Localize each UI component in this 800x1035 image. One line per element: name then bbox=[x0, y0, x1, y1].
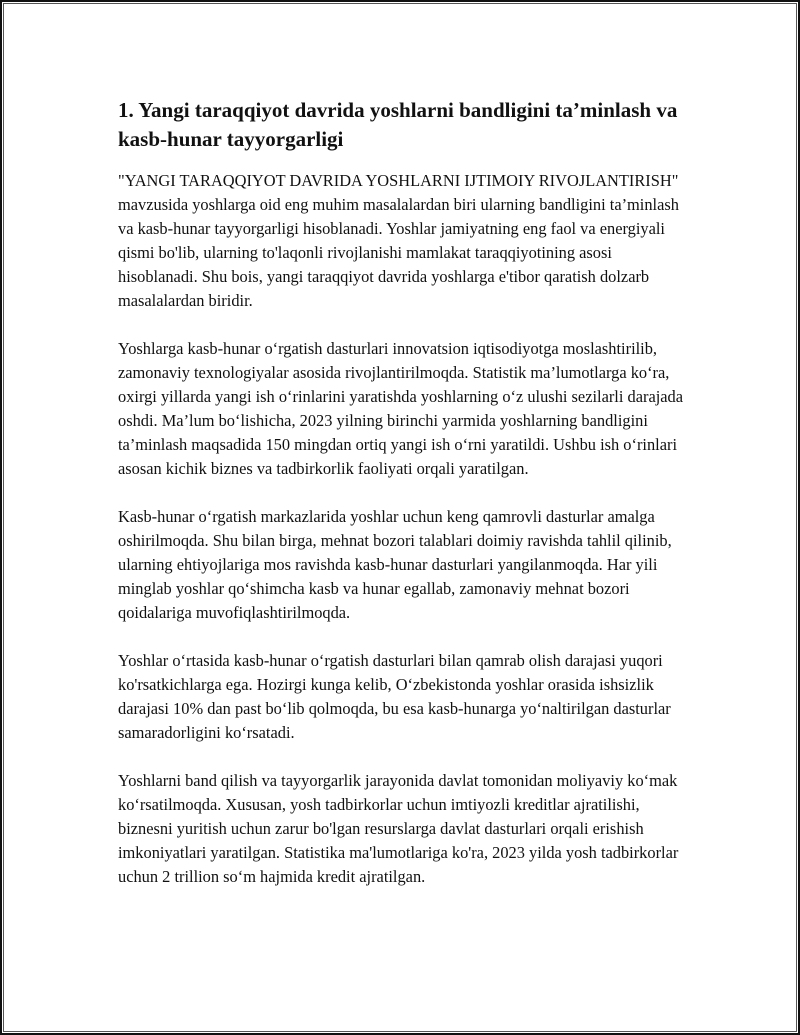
paragraph: Kasb-hunar o‘rgatish markazlarida yoshlar uchun keng qamrovli dasturlar amalga oshirilmoqda. Shu bilan birga, mehnat bozori talablari doimiy ravishda tahlil qilinib, ularning ehtiyojlariga mos ravishda kasb-hunar dasturlari yangilanmoqda. Har yili minglab yoshlar qo‘shimcha kasb va hunar egallab, zamonaviy mehnat bozori qoidalariga muvofiqlashtirilmoqda. bbox=[118, 507, 672, 622]
paragraph: "YANGI TARAQQIYOT DAVRIDA YOSHLARNI IJTIMOIY RIVOJLANTIRISH" mavzusida yoshlarga oid eng muhim masalalardan biri ularning bandligini ta’minlash va kasb-hunar tayyorgarligi hisoblanadi. Yoshlar jamiyatning eng faol va energiyali qismi bo'lib, ularning to'laqonli rivojlanishi mamlakat taraqqiyotining asosi hisoblanadi. Shu bois, yangi taraqqiyot davrida yoshlarga e'tibor qaratish dolzarb masalalardan biridir. bbox=[118, 171, 679, 310]
document-body bbox=[118, 96, 688, 913]
paragraph: Yoshlar o‘rtasida kasb-hunar o‘rgatish dasturlari bilan qamrab olish darajasi yuqori ko'rsatkichlarga ega. Hozirgi kunga kelib, O‘zbekistonda yoshlar orasida ishsizlik darajasi 10% dan past bo‘lib qolmoqda, bu esa kasb-hunarga yo‘naltirilgan dasturlar samaradorligini ko‘rsatadi. bbox=[118, 651, 671, 742]
paragraph: Yoshlarni band qilish va tayyorgarlik jarayonida davlat tomonidan moliyaviy ko‘mak ko‘rsatilmoqda. Xususan, yosh tadbirkorlar uchun imtiyozli kreditlar ajratilishi, biznesni yuritish uchun zarur bo'lgan resurslarga davlat dasturlari orqali erishish imkoniyatlari yaratilgan. Statistika ma'lumotlariga ko'ra, 2023 yilda yosh tadbirkorlar uchun 2 trillion so‘m hajmida kredit ajratilgan. bbox=[118, 771, 679, 886]
paragraph: Yoshlarga kasb-hunar o‘rgatish dasturlari innovatsion iqtisodiyotga moslashtirilib, zamonaviy texnologiyalar asosida rivojlantirilmoqda. Statistik ma’lumotlarga ko‘ra, oxirgi yillarda yangi ish o‘rinlarini yaratishda yoshlarning o‘z ulushi sezilarli darajada oshdi. Ma’lum bo‘lishicha, 2023 yilning birinchi yarmida yoshlarning bandligini ta’minlash maqsadida 150 mingdan ortiq yangi ish o‘rni yaratildi. Ushbu ish o‘rinlari asosan kichik biznes va tadbirkorlik faoliyati orqali yaratilgan. bbox=[118, 339, 684, 478]
section-title: 1. Yangi taraqqiyot davrida yoshlarni bandligini ta’minlash va kasb-hunar tayyorgarligi bbox=[118, 98, 678, 151]
